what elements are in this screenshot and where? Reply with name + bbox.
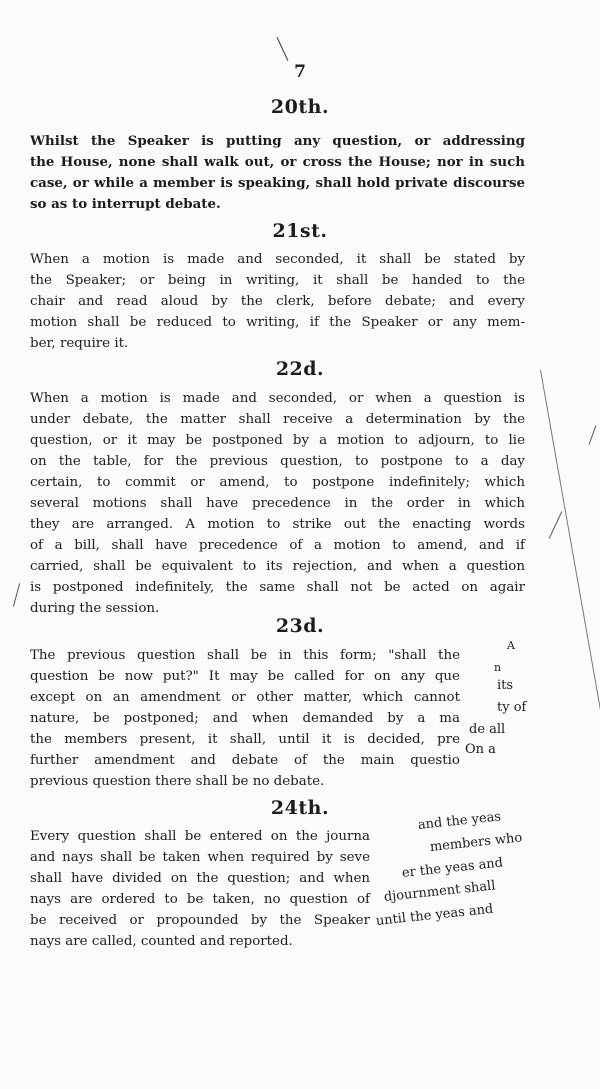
text-line: the Speaker; or being in writing, it shall be handed to the [30, 273, 525, 288]
margin-fragment: On a [465, 742, 496, 757]
margin-fragment: members who [429, 830, 523, 855]
text-line: Every question shall be entered on the journa [30, 829, 370, 844]
text-line: When a motion is made and seconded, it shall be stated by [30, 252, 525, 267]
text-line: so as to interrupt debate. [30, 196, 221, 212]
rule-heading-21st: 21st. [272, 220, 328, 242]
margin-fragment: A [507, 639, 515, 652]
text-line: and nays shall be taken when required by seve [30, 850, 370, 865]
text-line: further amendment and debate of the main questio [30, 753, 460, 768]
text-line: nays are called, counted and reported. [30, 934, 293, 949]
rule-23-text [30, 645, 460, 792]
rule-24-text [30, 826, 370, 952]
rule-22-text [30, 388, 525, 619]
scan-mark [277, 37, 289, 61]
text-line: certain, to commit or amend, to postpone indefinitely; which [30, 475, 525, 490]
rule-heading-24th: 24th. [270, 797, 330, 819]
rule-heading-20th: 20th. [270, 96, 330, 118]
margin-fragment: n [494, 661, 502, 674]
text-line: ber, require it. [30, 336, 129, 351]
text-line: nature, be postponed; and when demanded by a ma [30, 711, 460, 726]
text-line: case, or while a member is speaking, shall hold private discourse [30, 175, 525, 191]
text-line: shall have divided on the question; and when [30, 871, 370, 886]
text-line: Whilst the Speaker is putting any question, or addressing [30, 133, 525, 149]
margin-fragment: ty of [497, 700, 527, 715]
text-line: during the session. [30, 601, 160, 616]
page-number: 7 [294, 62, 306, 82]
margin-fragment: djournment shall [383, 878, 497, 905]
text-line: question, or it may be postponed by a motion to adjourn, to lie [30, 433, 525, 448]
scan-mark [589, 425, 597, 444]
rule-21-text [30, 249, 525, 354]
text-line: except on an amendment or other matter, which cannot [30, 690, 460, 705]
margin-fragment: er the yeas and [401, 855, 504, 881]
scan-mark [13, 583, 20, 606]
rule-heading-22d: 22d. [275, 358, 325, 380]
text-line: When a motion is made and seconded, or when a question is [30, 391, 525, 406]
text-line: motion shall be reduced to writing, if the Speaker or any mem- [30, 315, 525, 330]
text-line: chair and read aloud by the clerk, before debate; and every [30, 294, 525, 309]
text-line: they are arranged. A motion to strike out the enacting words [30, 517, 525, 532]
text-line: under debate, the matter shall receive a determination by the [30, 412, 525, 427]
text-line: of a bill, shall have precedence of a motion to amend, and if [30, 538, 525, 553]
text-line: several motions shall have precedence in the order in which [30, 496, 525, 511]
scan-mark [540, 370, 600, 1079]
text-line: is postponed indefinitely, the same shall not be acted on agair [30, 580, 525, 595]
rule-heading-23d: 23d. [275, 615, 325, 637]
text-line: the members present, it shall, until it is decided, pre [30, 732, 460, 747]
text-line: nays are ordered to be taken, no question of [30, 892, 370, 907]
text-line: question be now put?" It may be called for on any que [30, 669, 460, 684]
text-line: The previous question shall be in this form; "shall the [30, 648, 460, 663]
margin-fragment: until the yeas and [375, 901, 494, 929]
margin-fragment: and the yeas [417, 809, 502, 833]
text-line: previous question there shall be no debate. [30, 774, 325, 789]
scan-mark [549, 511, 563, 539]
text-line: be received or propounded by the Speaker [30, 913, 370, 928]
text-line: on the table, for the previous question, to postpone to a day [30, 454, 525, 469]
text-line: carried, shall be equivalent to its rejection, and when a question [30, 559, 525, 574]
margin-fragment: de all [469, 722, 506, 737]
rule-20-text [30, 131, 525, 215]
text-line: the House, none shall walk out, or cross the House; nor in such [30, 154, 525, 170]
margin-fragment: its [497, 678, 514, 693]
